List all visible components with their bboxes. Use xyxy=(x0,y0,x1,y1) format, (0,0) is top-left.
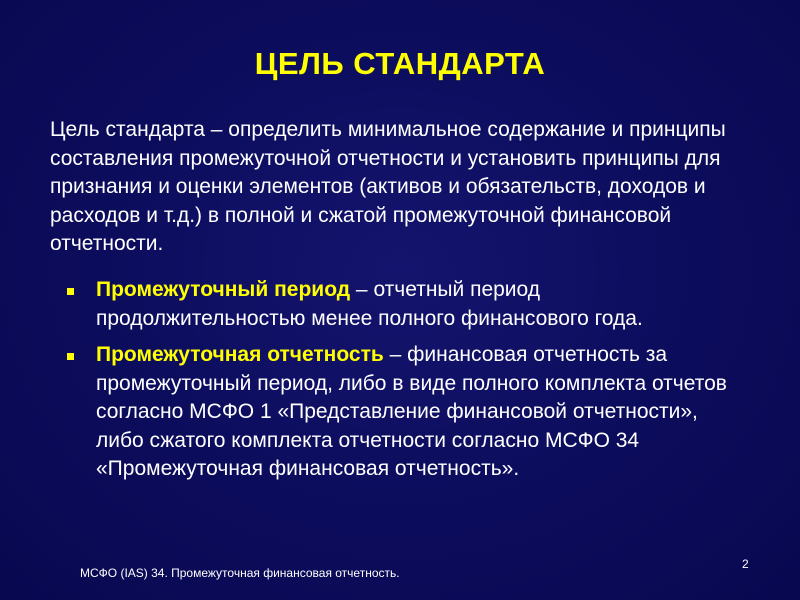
square-bullet-icon xyxy=(67,288,74,295)
intro-paragraph: Цель стандарта – определить минимальное содержание и принципы составления промежуточной отчетности и установить принципы для признания и оценки элементов (активов и обязательств, доходов и расходов и т.д.) в полной и сжатой промежуточной финансовой отчетности. xyxy=(50,118,726,255)
slide-title: ЦЕЛЬ СТАНДАРТА xyxy=(254,46,546,81)
square-bullet-icon xyxy=(67,353,74,360)
term-interim-period: Промежуточный период xyxy=(96,278,351,301)
definition-interim-period: – отчетный период продолжительностью менее полного финансового года. xyxy=(96,278,643,330)
page-number: 2 xyxy=(742,557,749,571)
bullet-item-interim-period xyxy=(66,276,746,333)
slide-footer: МСФО (IAS) 34. Промежуточная финансовая отчетность. xyxy=(80,566,400,580)
definition-interim-report: – финансовая отчетность за промежуточный период, либо в виде полного комплекта отчетов согласно МСФО 1 «Представление финансовой отчетности», либо сжатого комплекта отчетности согласно МСФО 34 «Промежуточная финансовая отчетность». xyxy=(96,343,727,480)
bullet-list xyxy=(66,276,746,492)
term-interim-report: Промежуточная отчетность xyxy=(96,343,384,366)
bullet-item-interim-report xyxy=(66,341,746,484)
